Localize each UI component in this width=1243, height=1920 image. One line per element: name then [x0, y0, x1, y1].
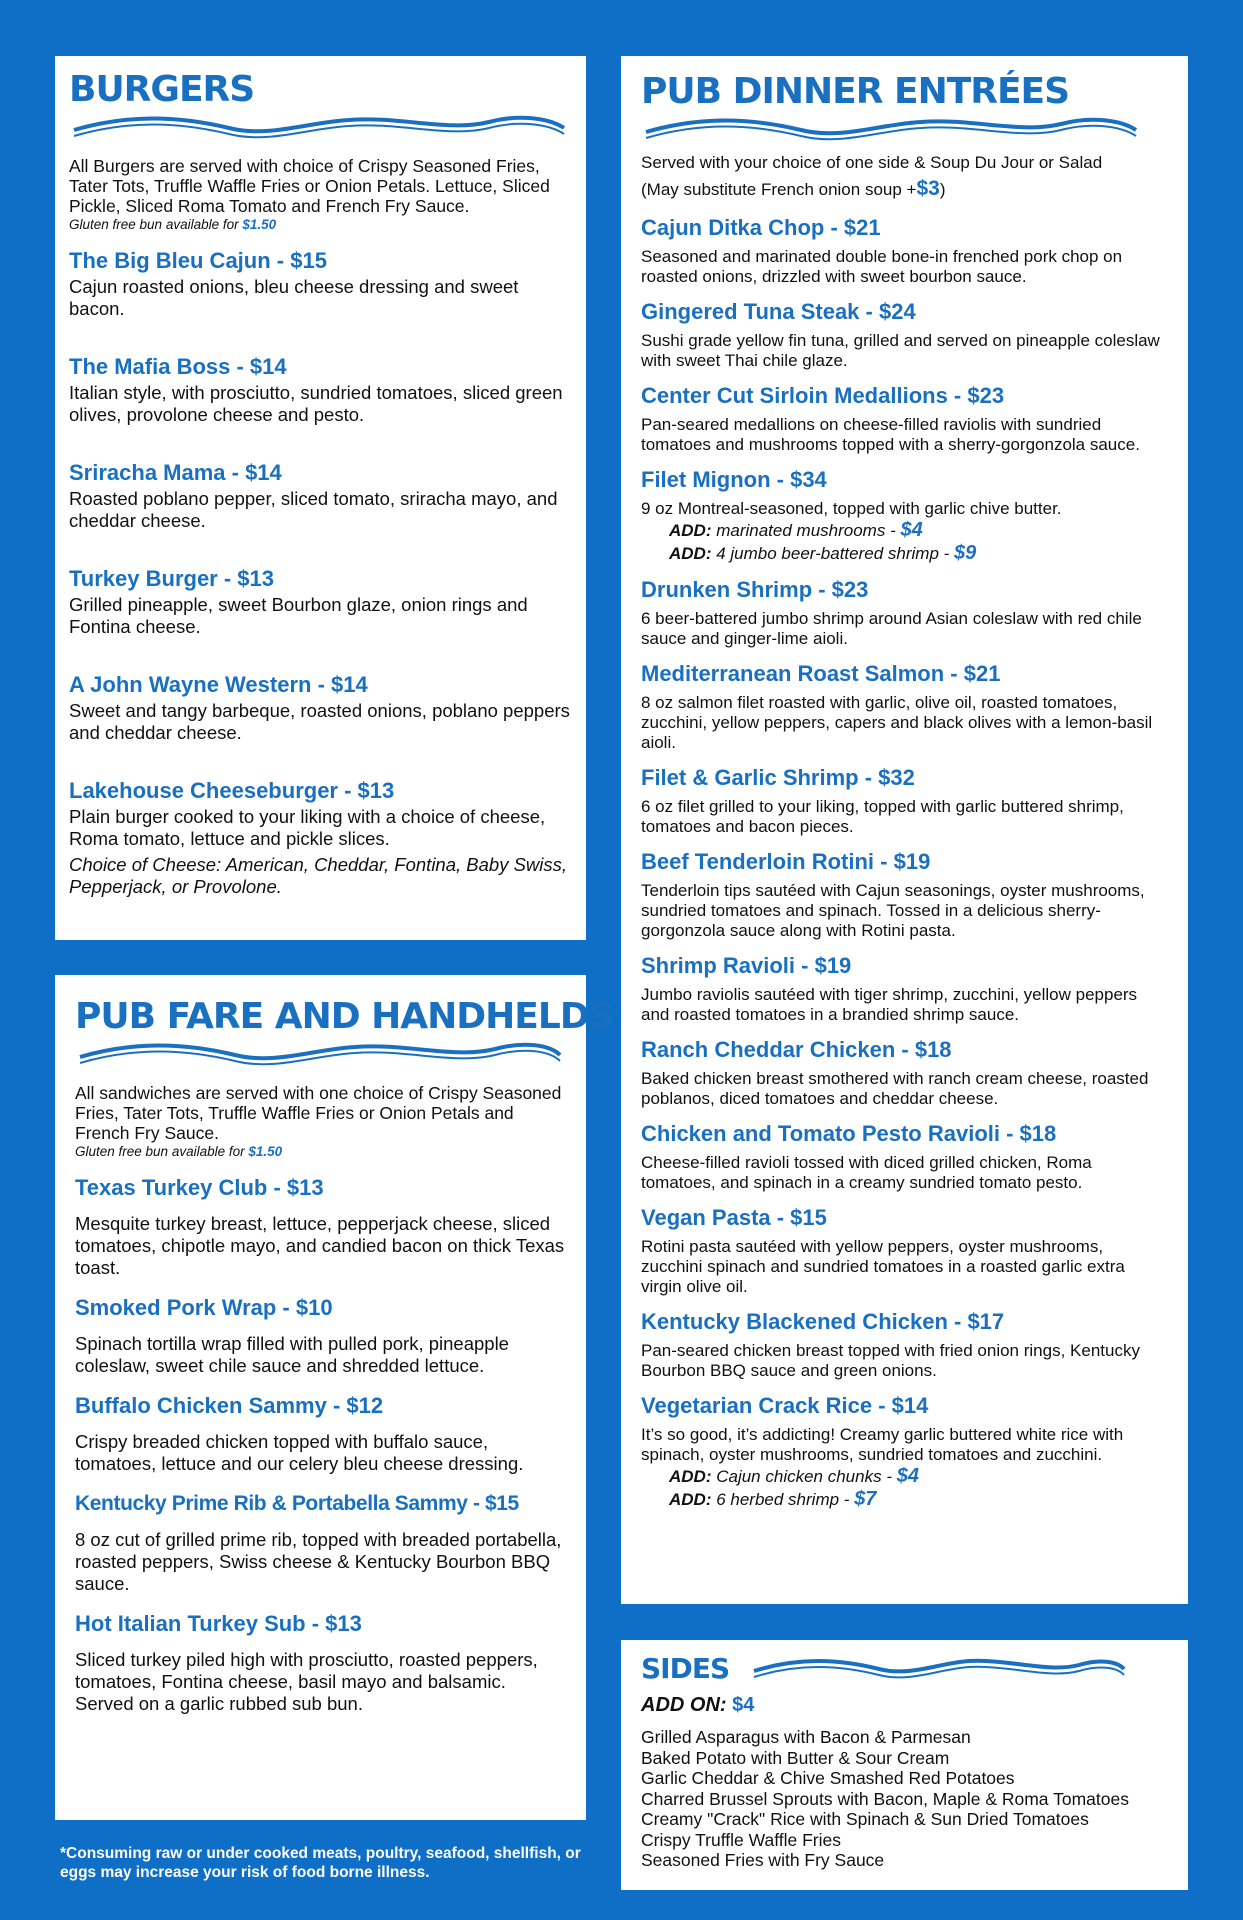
side-item: Garlic Cheddar & Chive Smashed Red Potatoes: [641, 1768, 1015, 1788]
sides-section: [621, 1640, 1188, 1890]
pubfare-intro: All sandwiches are served with one choice of Crispy Seasoned Fries, Tater Tots, Truffle Waffle Fries or Onion Petals and French Fry Sauce.: [75, 1083, 562, 1143]
item-name: Shrimp Ravioli - $19: [641, 953, 852, 978]
item-desc: Rotini pasta sautéed with yellow peppers, oyster mushrooms, zucchini spinach and sundried tomatoes in a roasted garlic extra virgin olive oil.: [641, 1237, 1125, 1296]
addon-price: $4: [732, 1694, 755, 1716]
menu-item: [69, 566, 572, 638]
menu-item: [641, 383, 1168, 455]
add-label: ADD:: [669, 1467, 712, 1486]
food-safety-footnote: *Consuming raw or under cooked meats, poultry, seafood, shellfish, or eggs may increase your risk of food borne illness.: [60, 1845, 581, 1881]
item-desc: It’s so good, it’s addicting! Creamy garlic buttered white rice with spinach, oyster mushrooms, sundried tomatoes and zucchini.: [641, 1425, 1124, 1464]
item-name: Chicken and Tomato Pesto Ravioli - $18: [641, 1121, 1057, 1146]
menu-item: [69, 354, 572, 426]
item-desc: Cajun roasted onions, bleu cheese dressing and sweet bacon.: [69, 276, 519, 319]
item-name: Center Cut Sirloin Medallions - $23: [641, 383, 1005, 408]
add-price: $4: [900, 519, 923, 541]
menu-item: [641, 953, 1168, 1025]
item-desc: Sushi grade yellow fin tuna, grilled and served on pineapple coleslaw with sweet Thai chile glaze.: [641, 331, 1160, 370]
menu-item: [75, 1611, 566, 1715]
gluten-free-text: Gluten free bun available for: [75, 1144, 249, 1159]
menu-item: [641, 1121, 1168, 1193]
menu-item: [641, 661, 1168, 753]
pubfare-title: PUB FARE AND HANDHELDS: [75, 996, 614, 1037]
item-desc: 6 oz filet grilled to your liking, topped with garlic buttered shrimp, tomatoes and bacon pieces.: [641, 797, 1124, 836]
item-desc: Crispy breaded chicken topped with buffalo sauce, tomatoes, lettuce and our celery bleu cheese dressing.: [75, 1431, 524, 1474]
item-desc: Spinach tortilla wrap filled with pulled pork, pineapple coleslaw, sweet chile sauce and shredded lettuce.: [75, 1333, 509, 1376]
gluten-free-price: $1.50: [242, 217, 277, 232]
item-desc: Sweet and tangy barbeque, roasted onions, poblano peppers and cheddar cheese.: [69, 700, 570, 743]
gluten-free-text: Gluten free bun available for: [69, 217, 243, 232]
item-name: Turkey Burger - $13: [69, 566, 275, 591]
item-desc: Roasted poblano pepper, sliced tomato, sriracha mayo, and cheddar cheese.: [69, 488, 558, 531]
item-name: Buffalo Chicken Sammy - $12: [75, 1393, 384, 1418]
side-item: Grilled Asparagus with Bacon & Parmesan: [641, 1727, 971, 1747]
add-label: ADD:: [669, 521, 712, 540]
item-name: Beef Tenderloin Rotini - $19: [641, 849, 931, 874]
item-name: Drunken Shrimp - $23: [641, 577, 869, 602]
item-name: Filet Mignon - $34: [641, 467, 827, 492]
wave-divider-icon: [749, 1655, 1129, 1683]
item-name: Smoked Pork Wrap - $10: [75, 1295, 333, 1320]
sides-header: [641, 1652, 1168, 1686]
side-item: Crispy Truffle Waffle Fries: [641, 1829, 842, 1850]
item-name: The Big Bleu Cajun - $15: [69, 248, 327, 273]
add-on-line: [669, 1488, 1168, 1511]
item-desc: 8 oz salmon filet roasted with garlic, olive oil, roasted tomatoes, zucchini, yellow peppers, capers and black olives with a lemon-basil aioli.: [641, 693, 1153, 752]
add-label: ADD:: [669, 544, 712, 563]
item-desc: Baked chicken breast smothered with ranch cream cheese, roasted poblanos, diced tomatoes and cheddar cheese.: [641, 1069, 1149, 1108]
menu-item: [69, 672, 572, 744]
add-text: marinated mushrooms -: [711, 521, 901, 540]
addon-label: ADD ON:: [641, 1694, 733, 1716]
item-desc: Pan-seared medallions on cheese-filled raviolis with sundried tomatoes and mushrooms topped with a sherry-gorgonzola sauce.: [641, 415, 1140, 454]
side-item: Charred Brussel Sprouts with Bacon, Maple & Roma Tomatoes: [641, 1788, 1129, 1809]
item-desc: 8 oz cut of grilled prime rib, topped with breaded portabella, roasted peppers, Swiss cheese & Kentucky Bourbon BBQ sauce.: [75, 1529, 562, 1594]
entrees-intro-line2: [641, 176, 1168, 203]
wave-divider-icon: [641, 114, 1141, 144]
item-desc: Pan-seared chicken breast topped with fried onion rings, Kentucky Bourbon BBQ sauce and green onions.: [641, 1341, 1140, 1380]
add-price: $7: [854, 1488, 877, 1510]
menu-item: [69, 778, 572, 898]
item-name: A John Wayne Western - $14: [69, 672, 368, 697]
menu-item: [641, 299, 1168, 371]
menu-item: [75, 1393, 566, 1475]
soup-substitute-text: (May substitute French onion soup +: [641, 180, 917, 199]
item-desc: Grilled pineapple, sweet Bourbon glaze, onion rings and Fontina cheese.: [69, 594, 528, 637]
soup-substitute-price: $3: [916, 177, 940, 200]
entrees-intro-line1: Served with your choice of one side & Soup Du Jour or Salad: [641, 153, 1103, 172]
menu-item: [641, 215, 1168, 287]
item-desc: Seasoned and marinated double bone-in frenched pork chop on roasted onions, drizzled with sweet bourbon sauce.: [641, 247, 1123, 286]
menu-item: [641, 577, 1168, 649]
sides-list: [641, 1727, 1168, 1871]
item-name: Gingered Tuna Steak - $24: [641, 299, 916, 324]
menu-item: [641, 1393, 1168, 1511]
item-name: Kentucky Blackened Chicken - $17: [641, 1309, 1005, 1334]
add-text: 4 jumbo beer-battered shrimp -: [711, 544, 955, 563]
add-text: Cajun chicken chunks -: [711, 1467, 897, 1486]
entrees-section: [621, 56, 1188, 1604]
pubfare-section: [55, 975, 614, 1820]
menu-item: [69, 248, 572, 320]
item-name: Vegetarian Crack Rice - $14: [641, 1393, 929, 1418]
menu-item: [641, 1309, 1168, 1381]
soup-substitute-close: ): [939, 180, 946, 199]
side-item: Seasoned Fries with Fry Sauce: [641, 1850, 885, 1870]
side-item: Baked Potato with Butter & Sour Cream: [641, 1747, 950, 1768]
menu-item: [75, 1295, 566, 1377]
item-name: Ranch Cheddar Chicken - $18: [641, 1037, 952, 1062]
menu-item: [641, 1037, 1168, 1109]
menu-item: [75, 1491, 566, 1595]
add-on-line: [669, 1465, 1168, 1488]
item-desc: Sliced turkey piled high with prosciutto, roasted peppers, tomatoes, Fontina cheese, basil mayo and balsamic. Served on a garlic rubbed sub bun.: [75, 1649, 538, 1714]
menu-item: [641, 849, 1168, 941]
item-desc: Tenderloin tips sautéed with Cajun seasonings, oyster mushrooms, sundried tomatoes and spinach. Tossed in a delicious sherry-gorgonzola sauce along with Rotini pasta.: [641, 881, 1145, 940]
item-desc: 6 beer-battered jumbo shrimp around Asian coleslaw with red chile sauce and ginger-lime aioli.: [641, 609, 1142, 648]
burgers-intro: All Burgers are served with choice of Crispy Seasoned Fries, Tater Tots, Truffle Waffle Fries or Onion Petals. Lettuce, Sliced Pickle, Sliced Roma Tomato and French Fry Sauce.: [69, 156, 550, 216]
add-label: ADD:: [669, 1490, 712, 1509]
menu-item: [69, 460, 572, 532]
item-desc: 9 oz Montreal-seasoned, topped with garlic chive butter.: [641, 499, 1062, 518]
item-desc: Italian style, with prosciutto, sundried tomatoes, sliced green olives, provolone cheese and pesto.: [69, 382, 563, 425]
item-name: The Mafia Boss - $14: [69, 354, 287, 379]
menu-item: [641, 1205, 1168, 1297]
entrees-title: PUB DINNER ENTRÉES: [641, 71, 1070, 112]
item-name: Vegan Pasta - $15: [641, 1205, 827, 1230]
item-name: Texas Turkey Club - $13: [75, 1175, 324, 1200]
item-name: Filet & Garlic Shrimp - $32: [641, 765, 915, 790]
burgers-section: [55, 56, 586, 940]
menu-item: [641, 467, 1168, 565]
wave-divider-icon: [75, 1039, 565, 1069]
item-desc: Jumbo raviolis sautéed with tiger shrimp, zucchini, yellow peppers and roasted tomatoes in a brandied shrimp sauce.: [641, 985, 1138, 1024]
side-item: Creamy "Crack" Rice with Spinach & Sun Dried Tomatoes: [641, 1809, 1089, 1829]
cheese-choice-note: Choice of Cheese: American, Cheddar, Fontina, Baby Swiss, Pepperjack, or Provolone.: [69, 854, 568, 897]
burgers-title: BURGERS: [69, 69, 255, 110]
pubfare-gluten-note: [75, 1144, 566, 1159]
add-price: $4: [896, 1465, 919, 1487]
sides-title: SIDES: [641, 1652, 730, 1685]
sides-addon: [641, 1694, 1168, 1717]
menu-item: [641, 765, 1168, 837]
add-price: $9: [954, 542, 977, 564]
add-on-line: [669, 542, 1168, 565]
burgers-gluten-note: [69, 217, 572, 232]
item-name: Lakehouse Cheeseburger - $13: [69, 778, 395, 803]
item-name: Hot Italian Turkey Sub - $13: [75, 1611, 362, 1636]
item-name: Kentucky Prime Rib & Portabella Sammy - $15: [75, 1492, 519, 1515]
gluten-free-price: $1.50: [248, 1144, 283, 1159]
add-on-line: [669, 519, 1168, 542]
item-name: Mediterranean Roast Salmon - $21: [641, 661, 1001, 686]
add-text: 6 herbed shrimp -: [711, 1490, 855, 1509]
item-desc: Plain burger cooked to your liking with a choice of cheese, Roma tomato, lettuce and pickle slices.: [69, 806, 546, 849]
item-name: Sriracha Mama - $14: [69, 460, 282, 485]
item-desc: Mesquite turkey breast, lettuce, pepperjack cheese, sliced tomatoes, chipotle mayo, and candied bacon on thick Texas toast.: [75, 1213, 565, 1278]
item-name: Cajun Ditka Chop - $21: [641, 215, 881, 240]
menu-item: [75, 1175, 566, 1279]
item-desc: Cheese-filled ravioli tossed with diced grilled chicken, Roma tomatoes, and spinach in a creamy sundried tomato pesto.: [641, 1153, 1092, 1192]
wave-divider-icon: [69, 112, 569, 142]
